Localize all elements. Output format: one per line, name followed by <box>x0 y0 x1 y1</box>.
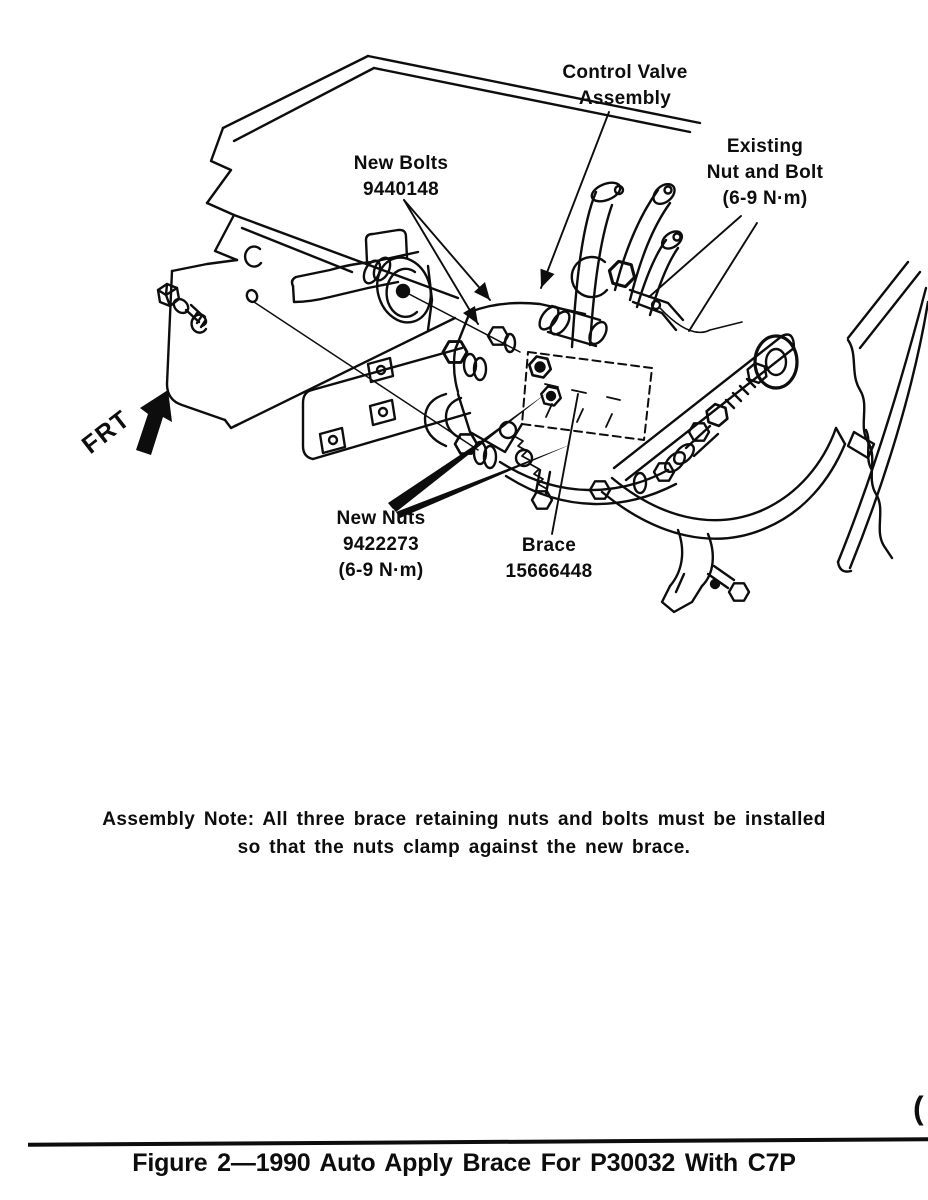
frt-arrow-icon <box>136 390 172 455</box>
hole-mark-c1 <box>245 247 261 267</box>
callout-line: Assembly <box>578 88 672 109</box>
callout-line: (6-9 N·m) <box>338 560 424 581</box>
callout-new-nuts <box>337 506 426 584</box>
assembly-note <box>0 806 928 862</box>
divider-rule <box>28 1137 928 1146</box>
callout-line: Brace <box>521 535 577 556</box>
callout-control-valve-assembly <box>562 60 687 112</box>
page-edge-mark: ( <box>913 1090 924 1126</box>
mounting-strip <box>303 348 470 459</box>
leader-new-bolts-2 <box>404 200 490 300</box>
callout-line: 9422273 <box>342 534 420 555</box>
callout-line: Nut and Bolt <box>706 162 824 183</box>
bolt-hole-dark <box>397 285 409 297</box>
callout-line: 15666448 <box>505 561 593 582</box>
callout-brace <box>506 533 593 585</box>
threads <box>726 379 755 408</box>
leader-existing-1 <box>649 216 741 297</box>
leader-new-nuts-2 <box>391 392 548 512</box>
frt-label: FRT <box>76 404 136 460</box>
callout-new-bolts <box>354 151 449 203</box>
callout-line: Control Valve <box>562 62 688 83</box>
note-line-1: Assembly Note: All three brace retaining nuts and bolts must be installed <box>102 809 826 830</box>
break-zigzag <box>207 128 237 260</box>
leader-brace <box>552 394 578 534</box>
callout-line: Existing <box>726 136 804 157</box>
arrowhead <box>541 269 555 288</box>
far-right-member <box>838 262 928 572</box>
figure-caption: Figure 2—1990 Auto Apply Brace For P30032 With C7P <box>132 1149 796 1177</box>
brace-plate-dashed <box>522 352 652 440</box>
linkage-rod <box>614 335 797 481</box>
leader-existing-2 <box>689 223 757 331</box>
bolt-hole <box>245 289 259 304</box>
callout-line: (6-9 N·m) <box>722 188 808 209</box>
callout-line: New Bolts <box>353 153 449 174</box>
callout-existing-nut-and-bolt <box>707 134 824 212</box>
control-valve-body <box>425 303 585 509</box>
callout-line: New Nuts <box>336 508 426 529</box>
clevis <box>662 586 702 612</box>
callout-line: 9440148 <box>362 179 440 200</box>
note-line-2: so that the nuts clamp against the new brace. <box>237 837 691 858</box>
